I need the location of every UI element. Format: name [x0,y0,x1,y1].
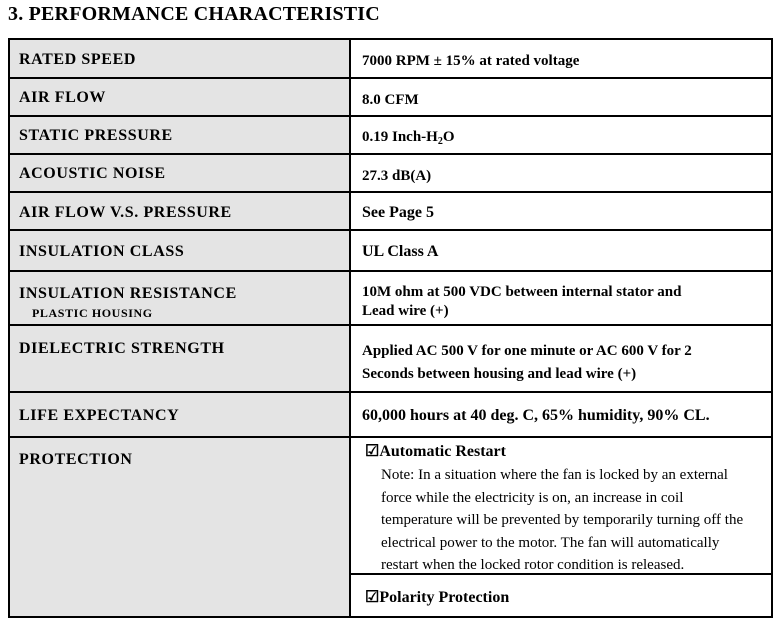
life-expectancy-label: LIFE EXPECTANCY [19,407,180,424]
table-row [10,326,771,393]
air-flow-label: AIR FLOW [19,89,107,106]
insulation-class-value: UL Class A [362,243,439,260]
value-cell [351,272,771,326]
table-row [10,117,771,155]
value-cell [351,40,771,79]
table-row [10,272,771,326]
acoustic-noise-value: 27.3 dB(A) [362,168,432,184]
polarity-protection-title: ☑Polarity Protection [365,586,509,610]
table-row [10,155,771,193]
plastic-housing-sublabel: PLASTIC HOUSING [32,306,153,320]
insulation-class-label: INSULATION CLASS [19,243,185,260]
label-cell [10,79,351,117]
dielectric-strength-label: DIELECTRIC STRENGTH [19,340,225,357]
rated-speed-value: 7000 RPM ± 15% at rated voltage [362,53,580,69]
label-cell [10,438,351,616]
value-cell [351,117,771,155]
insulation-resistance-label: INSULATION RESISTANCE [19,285,237,302]
life-expectancy-value: 60,000 hours at 40 deg. C, 65% humidity, 90% CL. [362,407,710,424]
table-row [10,193,771,231]
label-cell [10,117,351,155]
label-cell [10,272,351,326]
checked-box-icon: ☑ [365,589,380,606]
value-cell [351,231,771,272]
table-row [10,40,771,79]
rated-speed-label: RATED SPEED [19,51,136,68]
table-row [10,79,771,117]
static-pressure-label: STATIC PRESSURE [19,127,173,144]
checked-box-icon: ☑ [365,443,380,460]
label-cell [10,40,351,79]
value-cell [351,79,771,117]
value-cell [351,155,771,193]
automatic-restart-block [351,438,771,575]
label-cell [10,326,351,393]
insulation-resistance-value-line1: 10M ohm at 500 VDC between internal stator and [362,284,682,300]
value-cell [351,193,771,231]
table-row [10,393,771,438]
value-cell [351,393,771,438]
value-cell [351,326,771,393]
insulation-resistance-value-line2: Lead wire (+) [362,303,449,319]
label-cell [10,231,351,272]
table-row [10,231,771,272]
dielectric-strength-value-line2: Seconds between housing and lead wire (+) [362,366,637,382]
air-flow-value: 8.0 CFM [362,92,419,108]
protection-label: PROTECTION [19,451,133,468]
automatic-restart-note: Note: In a situation where the fan is locked by an external force while the electricity is on, an increase in coil temperature will be prevented by temporarily turning off the electrical power to the motor. The fan will automatically restart when the locked rotor condition is released. [381,467,744,573]
air-flow-vs-pressure-label: AIR FLOW V.S. PRESSURE [19,204,232,221]
label-cell [10,193,351,231]
air-flow-vs-pressure-value: See Page 5 [362,204,434,221]
dielectric-strength-value-line1: Applied AC 500 V for one minute or AC 600 V for 2 [362,343,692,359]
acoustic-noise-label: ACOUSTIC NOISE [19,165,166,182]
table-row [10,438,771,616]
value-cell [351,438,771,616]
label-cell [10,393,351,438]
performance-table [8,38,773,618]
static-pressure-value: 0.19 Inch-$H_2O$ [362,129,455,147]
section-title: 3. PERFORMANCE CHARACTERISTIC [8,3,380,25]
label-cell [10,155,351,193]
automatic-restart-title: ☑Automatic Restart [365,440,506,464]
